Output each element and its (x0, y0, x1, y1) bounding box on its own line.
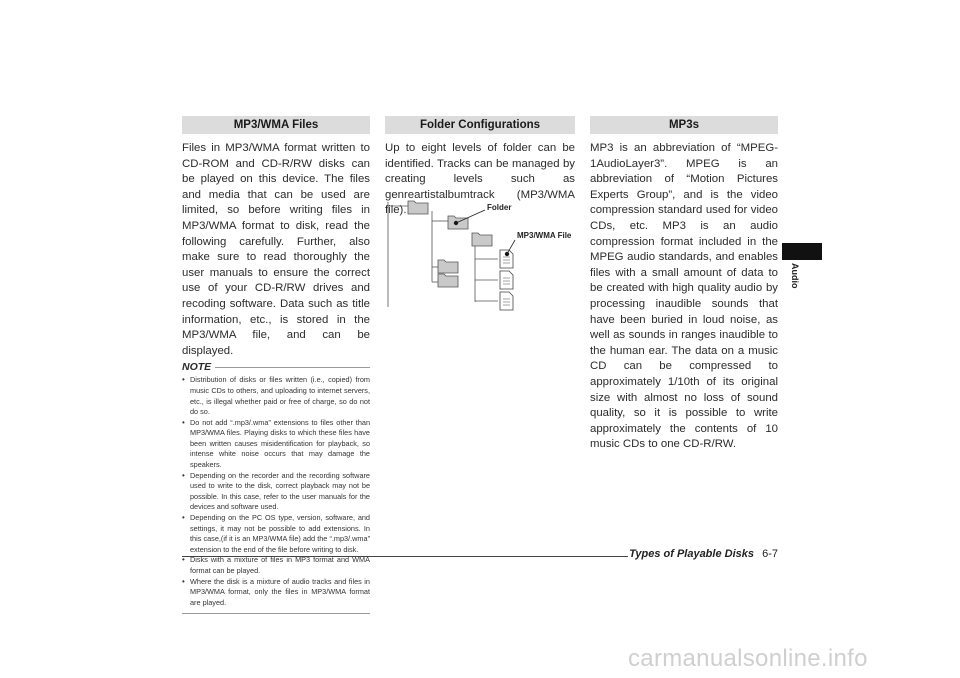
note-item: • Disks with a mixture of files in MP3 format and WMA format can be played. (182, 555, 370, 576)
folder-icon (408, 201, 492, 287)
section-heading: Folder Configurations (385, 116, 575, 134)
column-mp3s (590, 116, 778, 453)
diagram-label-folder: Folder (487, 203, 512, 212)
footer-title: Types of Playable Disks (629, 548, 754, 560)
note-item: • Depending on the PC OS type, version, software, and settings, it may not be possible to add extensions. In this case,(if it is an MP3/WMA file) add the “.mp3/.wma” extension to the end of the file before writing to disk. (182, 513, 370, 555)
section-heading: MP3s (590, 116, 778, 134)
section-body: MP3 is an abbreviation of “MPEG-1AudioLayer3”. MPEG is an abbreviation of “Motion Pictures Experts Group”, and is the video compression standard used for video CDs, etc. MP3 is an audio compression format included in the MPEG audio standards, and enables files with a small amount of data to be created with high quality audio by processing inaudible sounds that have been buried in loud noise, as well as sounds in ranges inaudible to the human ear. The data on a music CD can be compressed to approximately 1/10th of its original size with almost no loss of sound quality, so it is possible to write approximately the contents of 10 music CDs to one CD-R/RW. (590, 142, 778, 451)
footer-divider (182, 556, 628, 557)
note-item: • Do not add “.mp3/.wma” extensions to files other than MP3/WMA files. Playing disks to which these files have been written causes misidentification for playback, so intense white noise occurs that may damage the speakers. (182, 418, 370, 471)
section-tab-label: Audio (790, 263, 800, 289)
watermark: carmanualsonline.info (628, 645, 868, 672)
note-item: • Depending on the recorder and the recording software used to write to the disk, correct playback may not be possible. In this case, refer to the user manuals for the devices and software used. (182, 471, 370, 513)
note-label: NOTE (182, 361, 212, 374)
folder-tree-diagram (385, 197, 575, 317)
section-body: Up to eight levels of folder can be identified. Tracks can be managed by creating levels such as genreartistalbumtrack (MP3/WMA file). (385, 142, 575, 217)
section-tab (782, 243, 822, 260)
section-body: Files in MP3/WMA format written to CD-ROM and CD-R/RW disks can be played on this device. The files and media that can be used are limited, so before writing files in MP3/WMA format to disk, read the following carefully. Further, also make sure to read thoroughly the user manuals to ensure the correct use of your CD-R/RW drives and recoding software. Data such as title information, etc., is stored in the MP3/WMA file, and can be displayed. (182, 142, 370, 357)
diagram-label-file: MP3/WMA File (517, 231, 572, 240)
page-number: 6-7 (762, 548, 778, 560)
page-footer (182, 545, 778, 565)
note-item: • Distribution of disks or files written (i.e., copied) from music CDs to others, and uploading to internet servers, etc., is illegal whether paid or free of charge, so do not do so. (182, 375, 370, 417)
note-end-divider (182, 613, 370, 614)
section-heading: MP3/WMA Files (182, 116, 370, 134)
note-header (182, 361, 370, 373)
file-icon (500, 250, 513, 310)
column-mp3-wma-files (182, 116, 370, 614)
note-divider (215, 367, 370, 368)
note-item: • Where the disk is a mixture of audio tracks and files in MP3/WMA format, only the files in MP3/WMA format are played. (182, 577, 370, 609)
note-list (182, 375, 370, 608)
